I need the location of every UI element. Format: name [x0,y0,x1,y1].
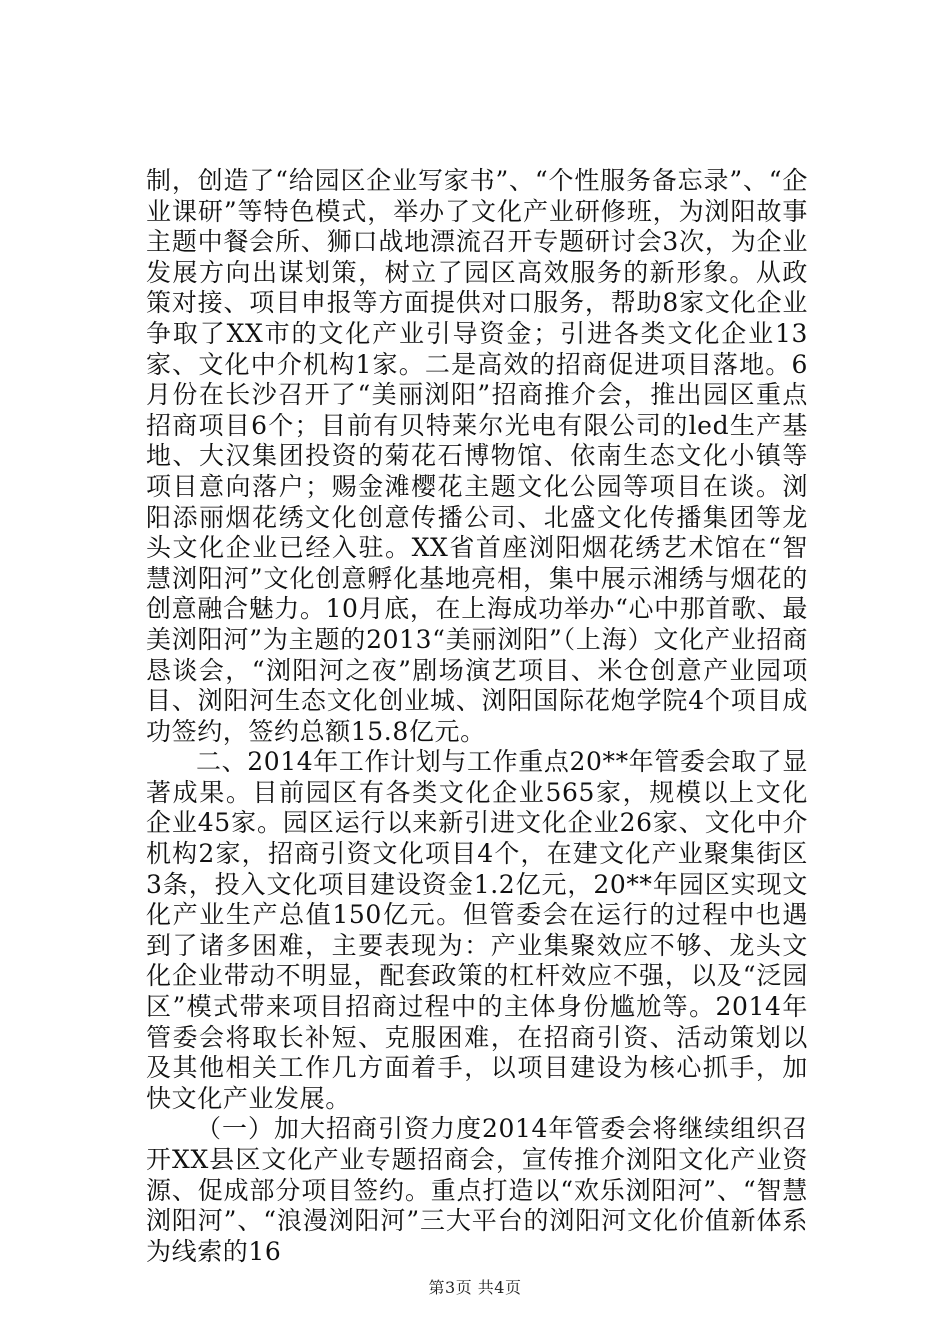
paragraph-2: 二、2014年工作计划与工作重点20**年管委会取了显著成果。目前园区有各类文化企业565家，规模以上文化企业45家。园区运行以来新引进文化企业26家、文化中介机构2家，招商引资文化项目4个，在建文化产业聚集街区3条，投入文化项目建设资金1.2亿元，20**年园区实现文化产业生产总值150亿元。但管委会在运行的过程中也遇到了诸多困难，主要表现为：产业集聚效应不够、龙头文化企业带动不明显，配套政策的杠杆效应不强，以及“泛园区”模式带来项目招商过程中的主体身份尴尬等。2014年管委会将取长补短、克服困难，在招商引资、活动策划以及其他相关工作几方面着手，以项目建设为核心抓手，加快文化产业发展。 [146,747,808,1113]
page-footer: 第3页 共4页 [428,1278,522,1297]
document-body [146,166,808,1267]
paragraph-3: （一）加大招商引资力度2014年管委会将继续组织召开XX县区文化产业专题招商会，宣传推介浏阳文化产业资源、促成部分项目签约。重点打造以“欢乐浏阳河”、“智慧浏阳河”、“浪漫浏阳河”三大平台的浏阳河文化价值新体系为线索的16 [146,1114,808,1266]
paragraph-1: 制，创造了“给园区企业写家书”、“个性服务备忘录”、“企业课研”等特色模式，举办了文化产业研修班，为浏阳故事主题中餐会所、狮口战地漂流召开专题研讨会3次，为企业发展方向出谋划策，树立了园区高效服务的新形象。从政策对接、项目申报等方面提供对口服务，帮助8家文化企业争取了XX市的文化产业引导资金；引进各类文化企业13家、文化中介机构1家。二是高效的招商促进项目落地。6月份在长沙召开了“美丽浏阳”招商推介会，推出园区重点招商项目6个；目前有贝特莱尔光电有限公司的led生产基地、大汉集团投资的菊花石博物馆、依南生态文化小镇等项目意向落户；赐金滩樱花主题文化公园等项目在谈。浏阳添丽烟花绣文化创意传播公司、北盛文化传播集团等龙头文化企业已经入驻。XX省首座浏阳烟花绣艺术馆在“智慧浏阳河”文化创意孵化基地亮相，集中展示湘绣与烟花的创意融合魅力。10月底，在上海成功举办“心中那首歌、最美浏阳河”为主题的2013“美丽浏阳”（上海）文化产业招商恳谈会，“浏阳河之夜”剧场演艺项目、米仓创意产业园项目、浏阳河生态文化创业城、浏阳国际花炮学院4个项目成功签约，签约总额15.8亿元。 [146,166,808,746]
